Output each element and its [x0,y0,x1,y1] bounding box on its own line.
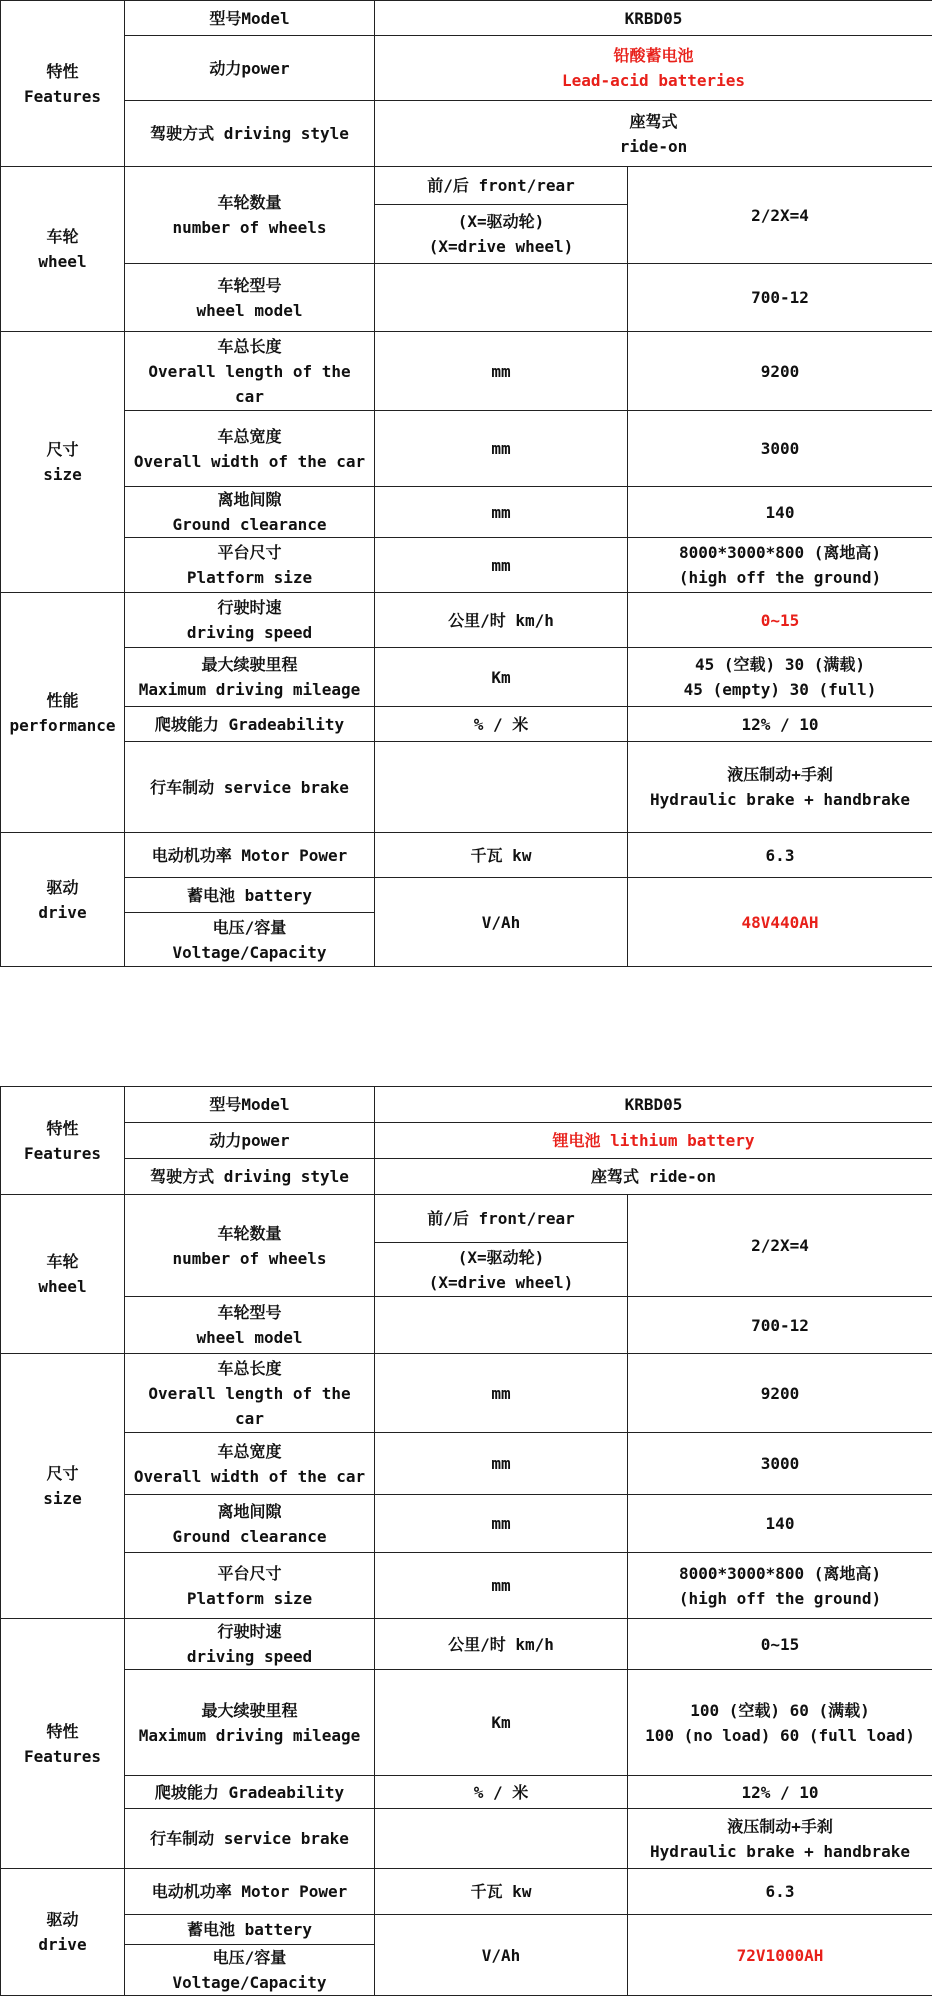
table-row [1,1553,932,1619]
width-unit: mm [375,411,628,487]
clearance-label: 离地间隙 Ground clearance [125,487,375,538]
table-row [1,101,932,167]
table-row [1,1,932,36]
wheel-model-value: 700-12 [628,1297,932,1354]
motor-label: 电动机功率 Motor Power [125,833,375,878]
speed-value: 0~15 [628,1619,932,1670]
wheels-label: 车轮数量 number of wheels [125,167,375,264]
mileage-unit: Km [375,1670,628,1776]
length-value: 9200 [628,332,932,411]
battery-label: 蓄电池 battery [125,1915,375,1945]
group-features: 特性 Features [1,1087,125,1195]
length-label: 车总长度 Overall length of the car [125,1354,375,1433]
table-row [1,411,932,487]
table-row [1,742,932,833]
table-row [1,264,932,332]
length-unit: mm [375,332,628,411]
speed-unit: 公里/时 km/h [375,593,628,648]
table-row [1,1495,932,1553]
motor-label: 电动机功率 Motor Power [125,1869,375,1915]
table-row [1,1776,932,1809]
table-row [1,648,932,707]
width-label: 车总宽度 Overall width of the car [125,1433,375,1495]
wheels-sub-drive-wheel: (X=驱动轮) (X=drive wheel) [375,205,628,264]
brake-value: 液压制动+手刹 Hydraulic brake + handbrake [628,742,932,833]
grade-unit: % / 米 [375,1776,628,1809]
grade-value: 12% / 10 [628,707,932,742]
speed-label: 行驶时速 driving speed [125,1619,375,1670]
driving-style-value: 座驾式 ride-on [375,1159,932,1195]
battery-value: 48V440AH [628,878,932,967]
motor-unit: 千瓦 kw [375,1869,628,1915]
group-performance: 性能 performance [1,593,125,833]
mileage-label: 最大续驶里程 Maximum driving mileage [125,1670,375,1776]
table-row [1,1354,932,1433]
power-label: 动力power [125,1123,375,1159]
battery-unit: V/Ah [375,1915,628,1996]
speed-label: 行驶时速 driving speed [125,593,375,648]
platform-unit: mm [375,538,628,593]
mileage-unit: Km [375,648,628,707]
brake-label: 行车制动 service brake [125,1809,375,1869]
table-row [1,1809,932,1869]
table-row [1,1915,932,1945]
width-value: 3000 [628,411,932,487]
width-value: 3000 [628,1433,932,1495]
battery-label: 蓄电池 battery [125,878,375,913]
length-value: 9200 [628,1354,932,1433]
table-row [1,593,932,648]
model-value: KRBD05 [375,1087,932,1123]
grade-value: 12% / 10 [628,1776,932,1809]
table-row [1,1433,932,1495]
mileage-value: 45 (空载) 30 (满载) 45 (empty) 30 (full) [628,648,932,707]
wheels-value: 2/2X=4 [628,1195,932,1297]
table-row [1,1195,932,1243]
grade-label: 爬坡能力 Gradeability [125,707,375,742]
width-label: 车总宽度 Overall width of the car [125,411,375,487]
battery-value: 72V1000AH [628,1915,932,1996]
brake-label: 行车制动 service brake [125,742,375,833]
spec-table-lithium [0,1086,932,1996]
platform-unit: mm [375,1553,628,1619]
group-drive: 驱动 drive [1,833,125,967]
model-label: 型号Model [125,1,375,36]
wheel-model-unit [375,264,628,332]
wheel-model-value: 700-12 [628,264,932,332]
clearance-unit: mm [375,487,628,538]
grade-label: 爬坡能力 Gradeability [125,1776,375,1809]
table-row [1,1123,932,1159]
power-label: 动力power [125,36,375,101]
driving-style-label: 驾驶方式 driving style [125,101,375,167]
table-row [1,1670,932,1776]
wheel-model-label: 车轮型号 wheel model [125,264,375,332]
group-size: 尺寸 size [1,332,125,593]
power-value: 铅酸蓄电池 Lead-acid batteries [375,36,932,101]
motor-value: 6.3 [628,1869,932,1915]
wheels-value: 2/2X=4 [628,167,932,264]
brake-value: 液压制动+手刹 Hydraulic brake + handbrake [628,1809,932,1869]
brake-unit [375,1809,628,1869]
table-row [1,538,932,593]
wheels-sub-front-rear: 前/后 front/rear [375,167,628,205]
clearance-value: 140 [628,1495,932,1553]
group-wheel: 车轮 wheel [1,1195,125,1354]
table-row [1,707,932,742]
voltage-capacity-label: 电压/容量 Voltage/Capacity [125,1945,375,1996]
table-row [1,1869,932,1915]
motor-value: 6.3 [628,833,932,878]
mileage-label: 最大续驶里程 Maximum driving mileage [125,648,375,707]
table-row [1,1159,932,1195]
length-label: 车总长度 Overall length of the car [125,332,375,411]
table-row [1,1087,932,1123]
driving-style-label: 驾驶方式 driving style [125,1159,375,1195]
clearance-value: 140 [628,487,932,538]
clearance-unit: mm [375,1495,628,1553]
power-value: 锂电池 lithium battery [375,1123,932,1159]
model-label: 型号Model [125,1087,375,1123]
group-performance: 特性 Features [1,1619,125,1869]
grade-unit: % / 米 [375,707,628,742]
table-row [1,487,932,538]
table-row [1,1619,932,1670]
group-size: 尺寸 size [1,1354,125,1619]
wheel-model-unit [375,1297,628,1354]
wheels-sub-front-rear: 前/后 front/rear [375,1195,628,1243]
spec-table-lead-acid [0,0,932,967]
wheels-label: 车轮数量 number of wheels [125,1195,375,1297]
group-drive: 驱动 drive [1,1869,125,1996]
model-value: KRBD05 [375,1,932,36]
group-wheel: 车轮 wheel [1,167,125,332]
table-row [1,833,932,878]
clearance-label: 离地间隙 Ground clearance [125,1495,375,1553]
length-unit: mm [375,1354,628,1433]
mileage-value: 100 (空载) 60 (满载) 100 (no load) 60 (full load) [628,1670,932,1776]
driving-style-value: 座驾式 ride-on [375,101,932,167]
voltage-capacity-label: 电压/容量 Voltage/Capacity [125,913,375,967]
group-features: 特性 Features [1,1,125,167]
wheels-sub-drive-wheel: (X=驱动轮) (X=drive wheel) [375,1243,628,1297]
brake-unit [375,742,628,833]
table-row [1,167,932,205]
table-row [1,332,932,411]
battery-unit: V/Ah [375,878,628,967]
table-row [1,1297,932,1354]
width-unit: mm [375,1433,628,1495]
platform-label: 平台尺寸 Platform size [125,538,375,593]
table-row [1,36,932,101]
platform-value: 8000*3000*800 (离地高) (high off the ground) [628,1553,932,1619]
speed-value: 0~15 [628,593,932,648]
speed-unit: 公里/时 km/h [375,1619,628,1670]
motor-unit: 千瓦 kw [375,833,628,878]
wheel-model-label: 车轮型号 wheel model [125,1297,375,1354]
platform-value: 8000*3000*800 (离地高) (high off the ground) [628,538,932,593]
platform-label: 平台尺寸 Platform size [125,1553,375,1619]
table-row [1,878,932,913]
